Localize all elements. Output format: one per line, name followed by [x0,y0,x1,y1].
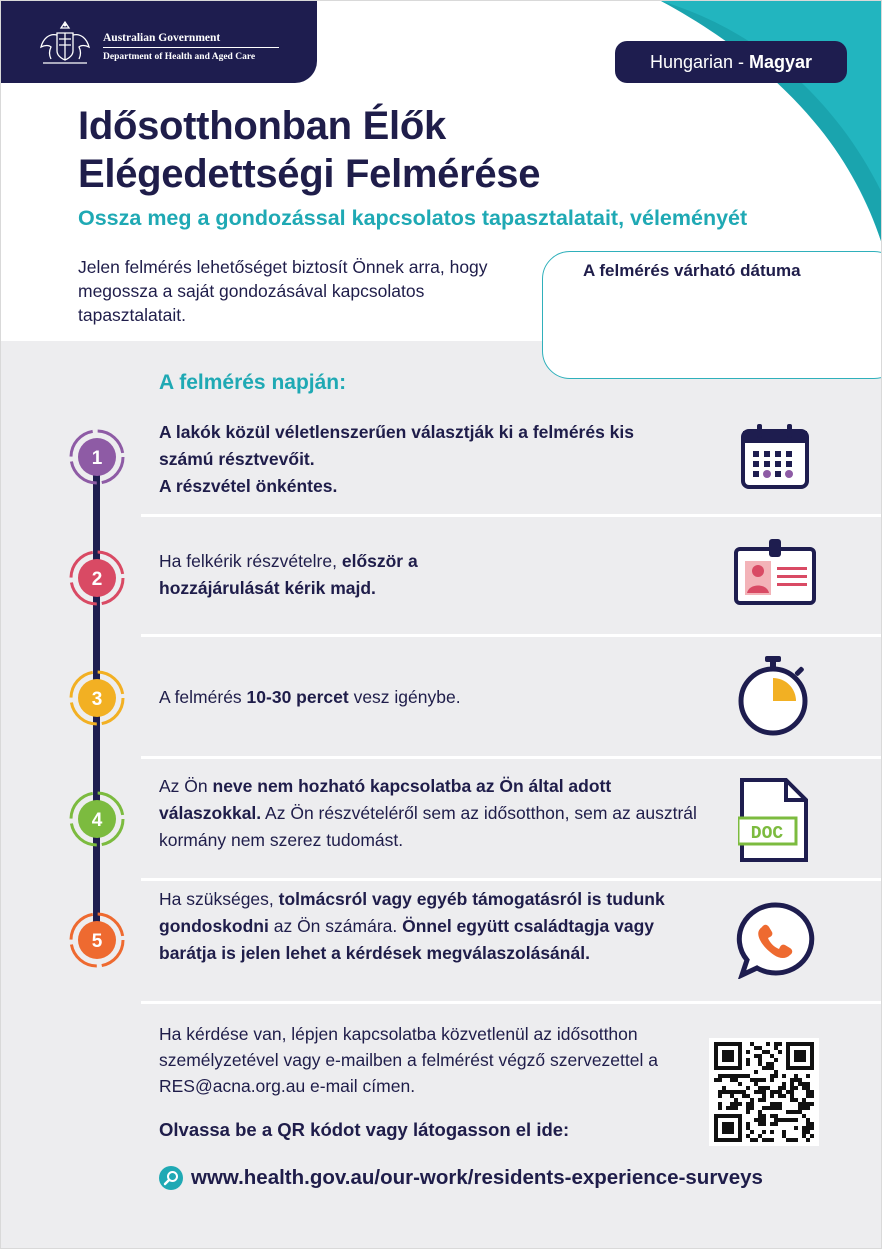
language-badge [615,41,847,83]
step-text-segment: először a hozzájárulását kérik majd. [159,551,418,598]
step-2-number-icon [69,550,125,606]
government-header [1,1,317,83]
department-name: Department of Health and Aged Care [103,52,256,62]
step-text-segment: Az Ön [159,776,213,796]
step-2-number: 2 [91,569,103,590]
step-4-text [159,773,715,854]
language-name: Magyar [749,51,813,72]
calendar-icon [739,421,811,491]
step-5-number: 5 [91,931,103,952]
qr-code[interactable] [709,1038,819,1146]
website-url[interactable]: www.health.gov.au/our-work/residents-experience-surveys [191,1166,763,1189]
language-prefix: Hungarian - [649,51,750,72]
step-4-number: 4 [91,810,103,831]
survey-date-box [542,251,882,379]
step-3-number: 3 [91,689,103,710]
website-link[interactable] [159,1166,763,1190]
step-text-segment: A lakók közül véletlenszerűen választják ki a felmérés kis számú résztvevőit. [159,422,635,469]
teal-corner-wave [621,1,881,241]
id-card-icon [733,537,817,607]
step-4-number-icon [69,791,125,847]
day-heading: A felmérés napján: [159,371,347,394]
step-separator [141,514,882,517]
step-text-segment: Ha felkérik részvételre, [159,551,342,571]
phone-call-icon [734,901,816,979]
step-text-segment: Önnel együtt családtagja vagy barátja is jelen lehet a kérdések megválaszolásánál. [159,916,654,963]
step-text-segment: Az Ön részvételéről sem az idősotthon, sem az ausztrál kormány nem szerez tudomást. [159,803,697,850]
step-text-segment: neve nem hozható kapcsolatba az Ön által adott válaszokkal. [159,776,612,823]
step-text-segment: 10-30 percet [246,687,349,707]
contact-text: Ha kérdése van, lépjen kapcsolatba közvetlenül az idősotthon személyzetével vagy e-mailben a felmérést végző szervezettel a RES@acna.org.au e-mail címen. [159,1024,658,1096]
step-separator [141,878,882,881]
page-subtitle: Ossza meg a gondozással kapcsolatos tapasztalatait, véleményét [78,206,748,230]
step-separator [141,756,882,759]
page-title [78,102,540,198]
step-1-number-icon [69,429,125,485]
step-1-number: 1 [91,448,103,469]
step-text-segment: A részvétel önkéntes. [159,476,338,496]
step-text-segment: Ha szükséges, [159,889,279,909]
step-separator [141,1001,882,1004]
qr-label: Olvassa be a QR kódot vagy látogasson el ide: [159,1119,570,1140]
stopwatch-icon [735,654,813,738]
step-text-segment: az Ön számára. [268,916,403,936]
coat-of-arms-icon [33,19,97,67]
step-separator [141,634,882,637]
step-5-text [159,886,699,967]
step-1-text [159,419,649,500]
government-name: Australian Government [103,32,221,44]
step-2-text [159,548,519,602]
doc-file-icon [738,776,810,864]
step-text-segment: vesz igénybe. [348,687,461,707]
search-icon [159,1166,183,1190]
header-divider [103,47,279,48]
step-3-number-icon [69,670,125,726]
title-line-1: Idősotthonban Élők [78,104,446,148]
doc-label: DOC [750,824,784,844]
intro-text: Jelen felmérés lehetőséget biztosít Önnek arra, hogy megossza a saját gondozásával kapcsolatos tapasztalatait. [78,257,488,325]
step-text-segment: tolmácsról vagy egyéb támogatásról is tudunk gondoskodni [159,889,665,936]
step-5-number-icon [69,912,125,968]
survey-date-label: A felmérés várható dátuma [583,261,801,280]
step-3-text [159,684,719,711]
step-text-segment: A felmérés [159,687,247,707]
title-line-2: Elégedettségi Felmérése [78,152,541,196]
